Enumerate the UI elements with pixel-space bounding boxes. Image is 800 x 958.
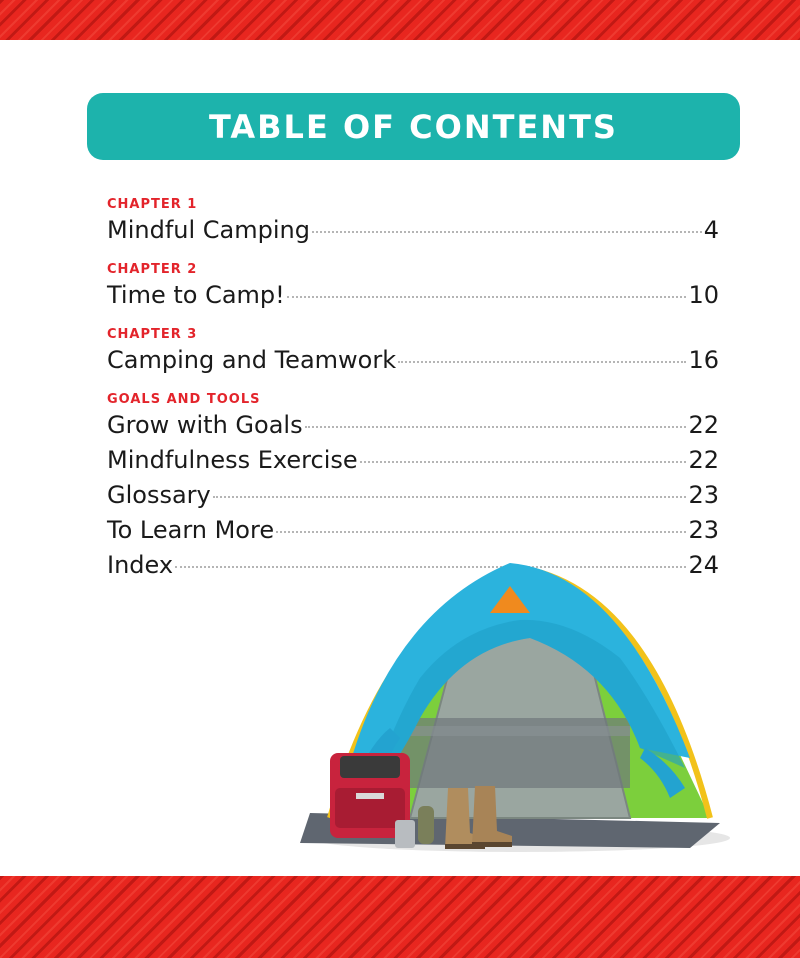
toc-entry-page: 23 xyxy=(688,516,719,544)
toc-entry[interactable] xyxy=(107,213,719,248)
chapter-label: CHAPTER 2 xyxy=(107,262,198,277)
chapter-label: CHAPTER 1 xyxy=(107,197,198,212)
toc-header xyxy=(87,93,740,160)
toc-entry-page: 10 xyxy=(688,281,719,309)
dot-leader xyxy=(305,426,687,428)
toc-entry-title: Camping and Teamwork xyxy=(107,346,397,374)
dot-leader xyxy=(213,496,687,498)
toc-entry-page: 23 xyxy=(688,481,719,509)
toc-entry-title: Mindful Camping xyxy=(107,216,310,244)
toc-entry-title: Index xyxy=(107,551,174,579)
toc-entry[interactable] xyxy=(107,478,719,513)
toc-entry[interactable] xyxy=(107,343,719,378)
toc-entry-page: 22 xyxy=(688,411,719,439)
toc-entry[interactable] xyxy=(107,278,719,313)
toc-group-chapter-1 xyxy=(107,196,719,248)
dot-leader xyxy=(276,531,686,533)
toc-group-chapter-3 xyxy=(107,326,719,378)
dot-leader xyxy=(312,231,702,233)
toc-entry-title: Glossary xyxy=(107,481,211,509)
chapter-label: CHAPTER 3 xyxy=(107,327,198,342)
tent-illustration xyxy=(290,548,740,858)
dot-leader xyxy=(287,296,687,298)
table-of-contents xyxy=(107,196,719,596)
dot-leader xyxy=(360,461,687,463)
toc-entry-page: 4 xyxy=(703,216,719,244)
toc-entry-title: Mindfulness Exercise xyxy=(107,446,358,474)
toc-entry[interactable] xyxy=(107,408,719,443)
toc-entry-title: Time to Camp! xyxy=(107,281,285,309)
bottom-decorative-band xyxy=(0,876,800,958)
toc-entry[interactable] xyxy=(107,443,719,478)
toc-entry-title: To Learn More xyxy=(107,516,275,544)
page-title: TABLE OF CONTENTS xyxy=(209,107,618,146)
toc-entry-title: Grow with Goals xyxy=(107,411,303,439)
top-decorative-band xyxy=(0,0,800,40)
dot-leader xyxy=(398,361,686,363)
toc-entry-page: 16 xyxy=(688,346,719,374)
chapter-label: GOALS AND TOOLS xyxy=(107,392,261,407)
toc-entry[interactable] xyxy=(107,513,719,548)
toc-entry-page: 24 xyxy=(688,551,719,579)
toc-group-chapter-2 xyxy=(107,261,719,313)
toc-entry-page: 22 xyxy=(688,446,719,474)
